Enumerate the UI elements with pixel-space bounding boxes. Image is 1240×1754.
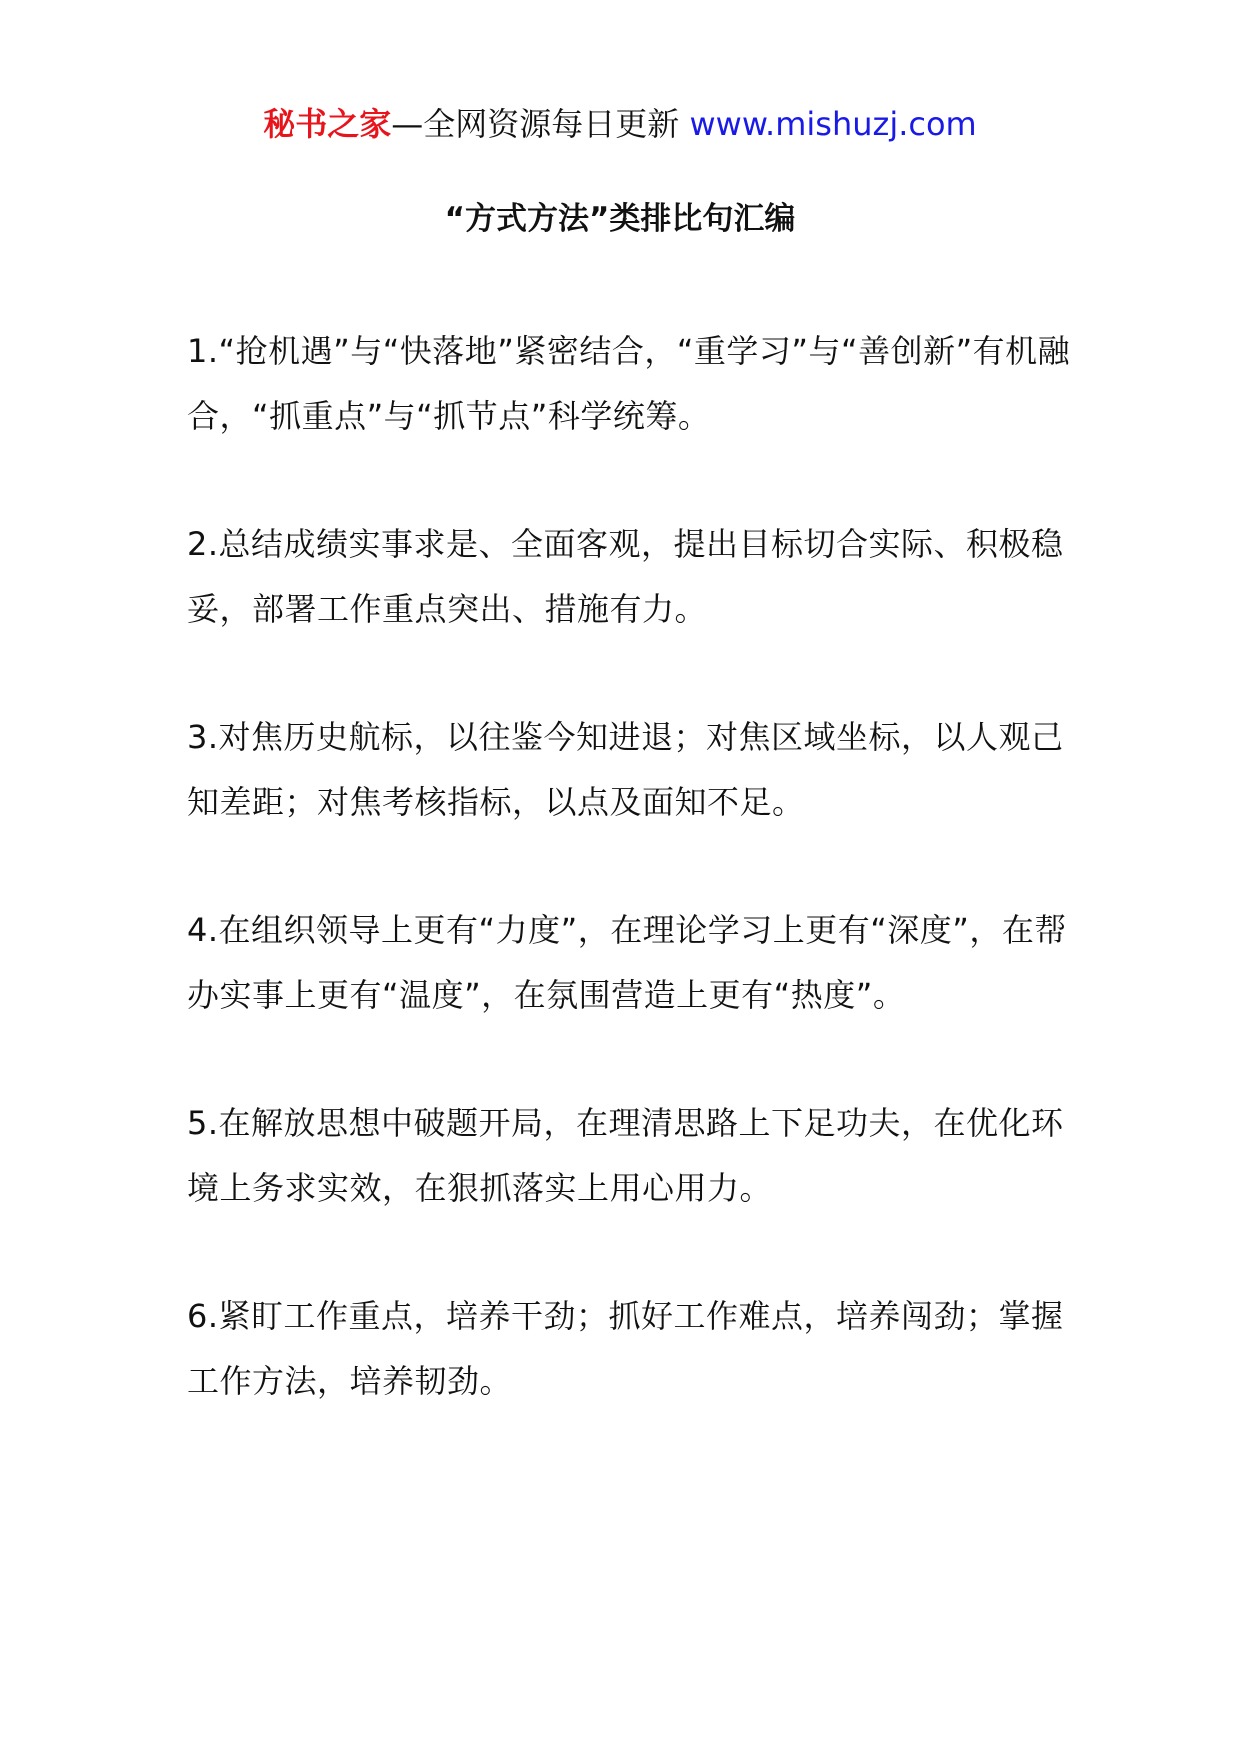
list-item: 2.总结成绩实事求是、全面客观，提出目标切合实际、积极稳妥，部署工作重点突出、措施有力。	[187, 525, 1064, 628]
sentence-list	[187, 319, 1087, 1477]
list-item: 3.对焦历史航标，以往鉴今知进退；对焦区域坐标，以人观己知差距；对焦考核指标，以点及面知不足。	[187, 718, 1064, 821]
list-item: 4.在组织领导上更有“力度”，在理论学习上更有“深度”，在帮办实事上更有“温度”，在氛围营造上更有“热度”。	[187, 911, 1067, 1014]
list-item: 1.“抢机遇”与“快落地”紧密结合，“重学习”与“善创新”有机融合，“抓重点”与“抓节点”科学统筹。	[187, 332, 1071, 435]
document-title: “方式方法”类排比句汇编	[444, 201, 796, 237]
brand-name: 秘书之家	[263, 105, 392, 143]
list-item: 5.在解放思想中破题开局，在理清思路上下足功夫，在优化环境上务求实效，在狠抓落实上用心用力。	[187, 1104, 1064, 1207]
site-header	[0, 100, 1240, 148]
site-url-link[interactable]: www.mishuzj.com	[689, 105, 977, 143]
header-tagline: —全网资源每日更新	[391, 105, 680, 143]
list-item: 6.紧盯工作重点，培养干劲；抓好工作难点，培养闯劲；掌握工作方法，培养韧劲。	[187, 1297, 1064, 1400]
